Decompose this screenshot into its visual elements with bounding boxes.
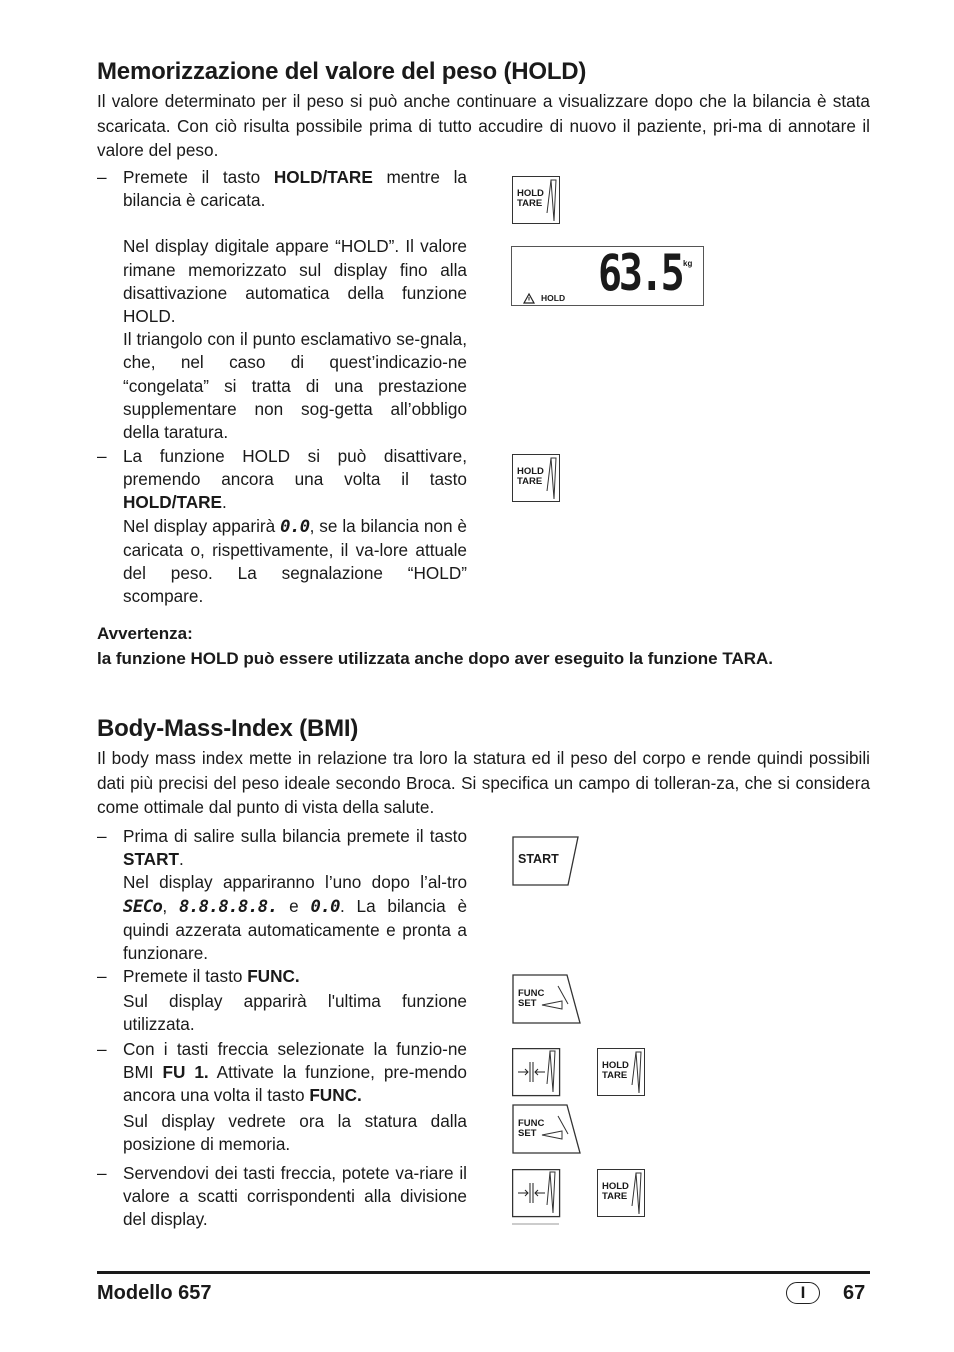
page-number: 67 — [843, 1282, 866, 1304]
hold-note — [97, 621, 870, 671]
bmi-list-item-3 — [97, 1038, 467, 1156]
list-dash: – — [97, 826, 107, 846]
bmi-list-item-1 — [97, 825, 467, 965]
hold-item1-triangle-text: Il triangolo con il punto esclamativo se-gnala, che, nel caso di quest’indicazio-ne “congelata” si tratta di una prestazione supplementare non sog-getta all’obbligo della taratura. — [123, 329, 467, 443]
hold-tare-key: HOLD TARE — [512, 454, 560, 502]
hold-list-item-1 — [97, 166, 467, 444]
hold-item2-display-text: Nel display apparirà 0.0, se la bilancia non è caricata o, rispettivamente, il va-lore attuale del peso. La segnalazione “HOLD” scompare. — [123, 515, 467, 607]
key-wedge-icon — [598, 1049, 646, 1097]
footer-model: Modello 657 — [97, 1282, 212, 1304]
bmi-list-item-2 — [97, 965, 467, 1037]
bmi-item1-display-text: Nel display appariranno l’uno dopo l’al-tro SECo, 8.8.8.8.8. e 0.0. La bilancia è quindi azzerata automaticamente e pronta a funzionare. — [123, 872, 468, 964]
list-dash: – — [97, 1039, 107, 1059]
key-wedge-icon — [513, 455, 561, 503]
key-wedge-icon — [513, 177, 561, 225]
bmi-item3-text: Con i tasti freccia selezionate la funzio-ne BMI FU 1. Attivate la funzione, pre-mendo ancora una volta il tasto FUNC. — [123, 1039, 467, 1106]
list-dash: – — [97, 1163, 107, 1183]
language-badge: I — [786, 1282, 820, 1304]
segment-readout: 0.0 — [310, 896, 341, 917]
segment-readout: 0.0 — [280, 516, 310, 537]
arrow-keys-icon — [512, 1169, 562, 1227]
list-dash: – — [97, 167, 107, 187]
list-dash: – — [97, 966, 107, 986]
arrow-keys-icon — [512, 1048, 562, 1098]
bmi-intro: Il body mass index mette in relazione tra loro la statura ed il peso del corpo e rende quindi possibili dati più precisi del peso ideale secondo Broca. Si specifica un campo di tolleran-za, che si considera come ottimale dal punto di vista della salute. — [97, 748, 870, 817]
segment-readout: 8.8.8.8.8. — [178, 896, 278, 917]
bmi-item1-text: Prima di salire sulla bilancia premete il tasto START. — [123, 826, 467, 870]
arrow-key — [512, 1048, 562, 1103]
list-dash: – — [97, 446, 107, 466]
hold-tare-key: HOLD TARE — [597, 1048, 645, 1096]
display-value: 63.5 — [598, 244, 682, 302]
hold-intro: Il valore determinato per il peso si può anche continuare a visualizzare dopo che la bilancia è stata scaricata. Con ciò risulta possibile prima di tutto accudire di nuovo il paziente, pri-ma di annotare il valore del peso. — [97, 91, 870, 160]
hold-item1-text: Premete il tasto HOLD/TARE mentre la bilancia è caricata. — [123, 167, 467, 211]
arrow-key — [512, 1169, 562, 1232]
display-unit: kg — [683, 259, 693, 268]
footer-rule — [97, 1271, 870, 1274]
section-title-hold: Memorizzazione del valore del peso (HOLD) — [97, 58, 587, 85]
bmi-list-item-4 — [97, 1162, 467, 1232]
hold-list-item-2 — [97, 445, 467, 608]
func-set-key: FUNC SET — [512, 1104, 584, 1161]
note-label: Avvertenza: — [97, 624, 193, 643]
note-text: la funzione HOLD può essere utilizzata anche dopo aver eseguito la funzione TARA. — [97, 649, 773, 668]
weight-display — [511, 246, 704, 306]
bmi-item4-text: Servendovi dei tasti freccia, potete va-riare il valore a scatti corrispondenti alla divisione del display. — [123, 1163, 467, 1230]
bmi-item3-display-text: Sul display vedrete ora la statura dalla posizione di memoria. — [123, 1110, 467, 1154]
bmi-item2-text: Premete il tasto FUNC. — [123, 966, 300, 986]
hold-tare-key: HOLD TARE — [597, 1169, 645, 1217]
start-key: START — [512, 836, 580, 893]
hold-item2-text: La funzione HOLD si può disattivare, premendo ancora una volta il tasto HOLD/TARE. — [123, 446, 467, 513]
key-wedge-icon — [598, 1170, 646, 1218]
display-hold-label: HOLD — [541, 293, 566, 303]
bmi-item2-display-text: Sul display apparirà l'ultima funzione utilizzata. — [123, 991, 467, 1035]
func-set-key: FUNC SET — [512, 974, 584, 1031]
hold-item1-display-text: Nel display digitale appare “HOLD”. Il valore rimane memorizzato sul display fino alla disattivazione automatica della funzione HOLD. — [123, 236, 467, 327]
section-title-bmi: Body-Mass-Index (BMI) — [97, 715, 359, 742]
segment-readout: SECo — [123, 896, 163, 917]
hold-tare-key: HOLD TARE — [512, 176, 560, 224]
